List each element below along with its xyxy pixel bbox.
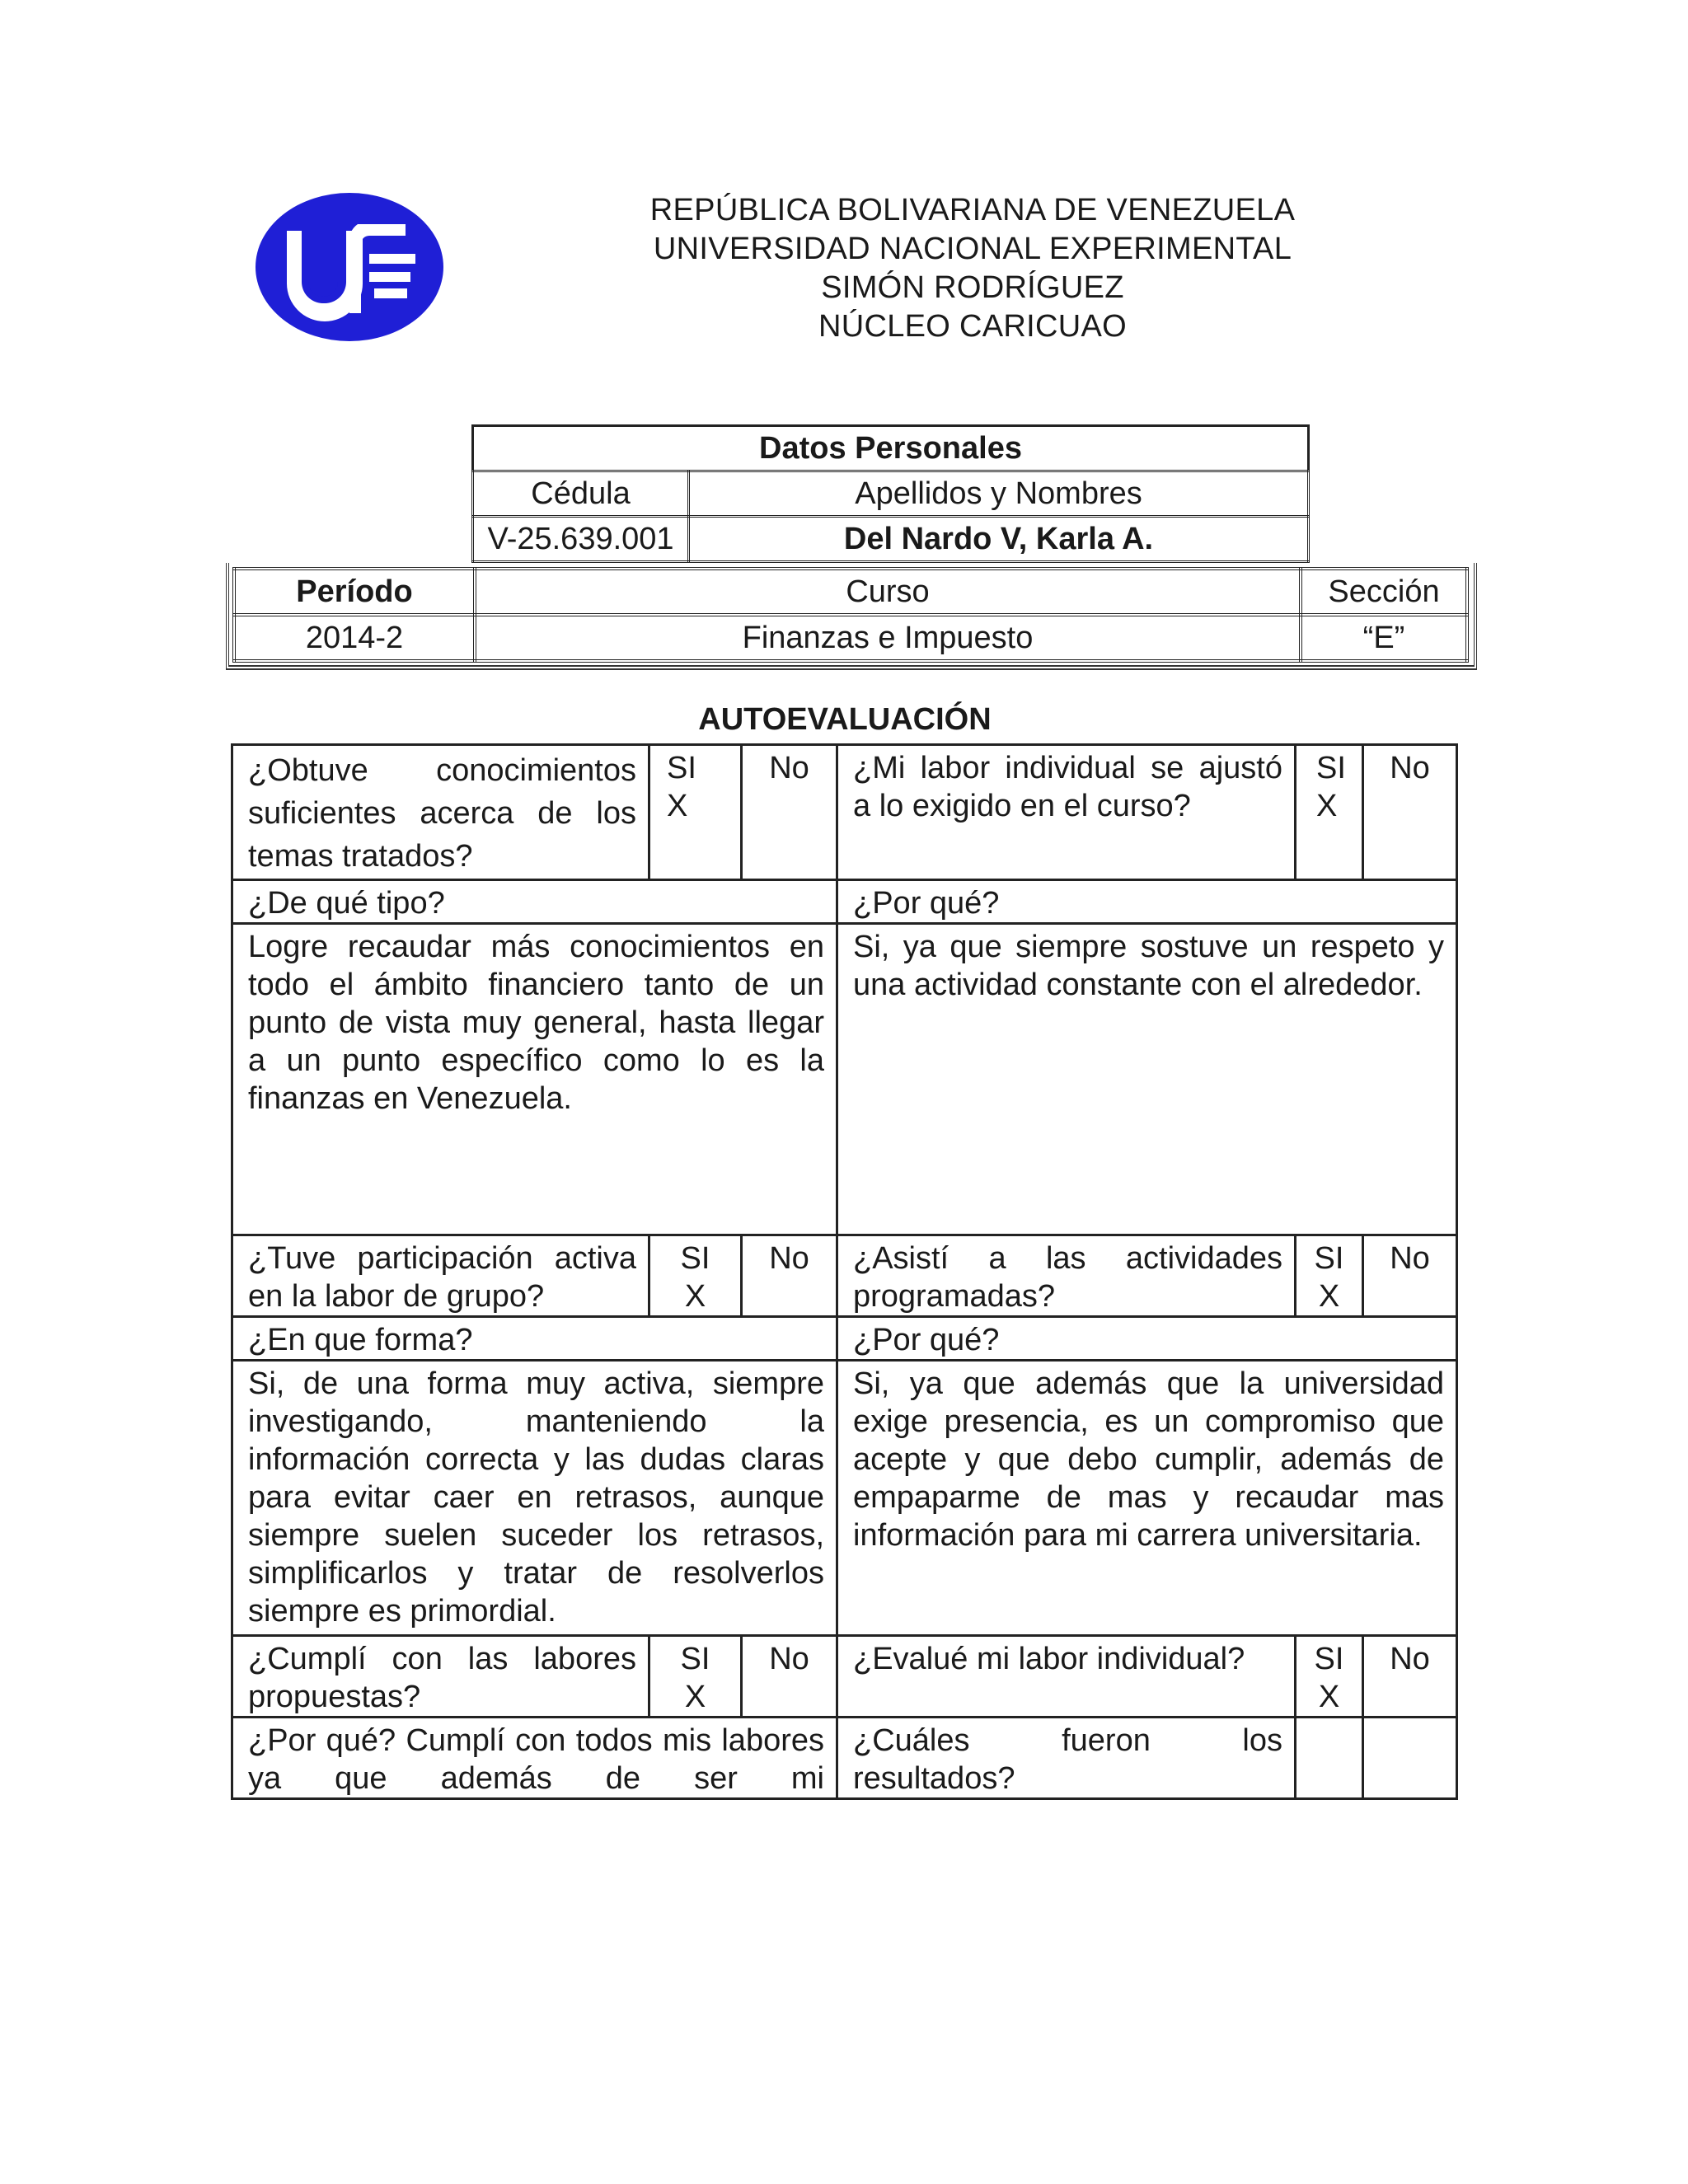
periodo-value: 2014-2 — [234, 615, 475, 661]
periodo-label: Período — [234, 569, 475, 615]
question-6: ¿Evalué mi labor individual? — [837, 1636, 1296, 1718]
no-label: No — [1390, 751, 1430, 785]
followup-3: ¿En que forma? — [232, 1317, 837, 1361]
si-mark: X — [1318, 1680, 1340, 1714]
si-label: SI — [667, 751, 696, 785]
question-5: ¿Cumplí con las labores propuestas? — [232, 1636, 649, 1718]
curso-label: Curso — [475, 569, 1301, 615]
q6-si-cell — [1296, 1636, 1363, 1718]
question-7: ¿Por qué? Cumplí con todos mis labores ya que además de ser mi — [232, 1718, 837, 1799]
datos-personales-title: Datos Personales — [473, 426, 1309, 471]
followup-2: ¿Por qué? — [837, 880, 1457, 924]
seccion-label: Sección — [1301, 569, 1467, 615]
header-line-3: SIMÓN RODRÍGUEZ — [821, 270, 1124, 305]
q4-si-cell — [1296, 1235, 1363, 1317]
si-mark: X — [1318, 1279, 1340, 1314]
si-label: SI — [680, 1642, 710, 1676]
question-3: ¿Tuve participación activa en la labor de grupo? — [232, 1235, 649, 1317]
cedula-value: V-25.639.001 — [473, 517, 689, 562]
q5-no-cell — [742, 1636, 837, 1718]
q2-no-cell — [1363, 745, 1457, 880]
answer-1: Logre recaudar más conocimientos en todo el ámbito financiero tanto de un punto de vista muy general, hasta llegar a un punto específico como lo es la finanzas en Venezuela. — [232, 924, 837, 1235]
unesr-logo-icon — [254, 191, 445, 343]
datos-personales-table — [471, 424, 1310, 563]
si-mark: X — [667, 789, 688, 823]
q1-no-cell — [742, 745, 837, 880]
q5-si-cell — [649, 1636, 742, 1718]
answer-2: Si, ya que siempre sostuve un respeto y una actividad constante con el alrededor. — [837, 924, 1457, 1235]
header-line-4: NÚCLEO CARICUAO — [818, 309, 1127, 344]
followup-1: ¿De qué tipo? — [232, 880, 837, 924]
no-label: No — [1390, 1642, 1430, 1676]
question-8: ¿Cuáles fueron los resultados? — [837, 1718, 1296, 1799]
curso-value: Finanzas e Impuesto — [475, 615, 1301, 661]
nombres-value: Del Nardo V, Karla A. — [689, 517, 1309, 562]
autoevaluacion-table — [231, 743, 1458, 1800]
question-1: ¿Obtuve conocimientos suficientes acerca de los temas tratados? — [232, 745, 649, 880]
si-label: SI — [680, 1241, 710, 1276]
no-label: No — [1390, 1241, 1430, 1276]
no-label: No — [769, 1241, 809, 1276]
nombres-label: Apellidos y Nombres — [689, 471, 1309, 517]
si-mark: X — [684, 1279, 706, 1314]
cedula-label: Cédula — [473, 471, 689, 517]
header-line-2: UNIVERSIDAD NACIONAL EXPERIMENTAL — [653, 232, 1292, 266]
q4-no-cell — [1363, 1235, 1457, 1317]
seccion-value: “E” — [1301, 615, 1467, 661]
autoevaluacion-title: AUTOEVALUACIÓN — [698, 702, 992, 737]
periodo-table — [232, 567, 1469, 663]
si-mark: X — [684, 1680, 706, 1714]
si-mark: X — [1316, 789, 1338, 823]
q3-si-cell — [649, 1235, 742, 1317]
si-label: SI — [1314, 1642, 1344, 1676]
q1-si-cell — [649, 745, 742, 880]
answer-3: Si, de una forma muy activa, siempre investigando, manteniendo la información correcta y las dudas claras para evitar caer en retrasos, aunque siempre suelen suceder los retrasos, simplificarlos y tratar de resolverlos siempre es primordial. — [232, 1361, 837, 1636]
answer-4: Si, ya que además que la universidad exige presencia, es un compromiso que acepte y que debo cumplir, además de empaparme de mas y recaudar mas información para mi carrera universitaria. — [837, 1361, 1457, 1636]
header-line-1: REPÚBLICA BOLIVARIANA DE VENEZUELA — [649, 193, 1296, 227]
si-label: SI — [1316, 751, 1346, 785]
no-label: No — [769, 751, 809, 785]
followup-4: ¿Por qué? — [837, 1317, 1457, 1361]
q8-no-cell — [1363, 1718, 1457, 1799]
q3-no-cell — [742, 1235, 837, 1317]
no-label: No — [769, 1642, 809, 1676]
question-4: ¿Asistí a las actividades programadas? — [837, 1235, 1296, 1317]
si-label: SI — [1314, 1241, 1344, 1276]
q2-si-cell — [1296, 745, 1363, 880]
q6-no-cell — [1363, 1636, 1457, 1718]
q8-si-cell — [1296, 1718, 1363, 1799]
institution-header — [560, 191, 1385, 346]
question-2: ¿Mi labor individual se ajustó a lo exigido en el curso? — [837, 745, 1296, 880]
